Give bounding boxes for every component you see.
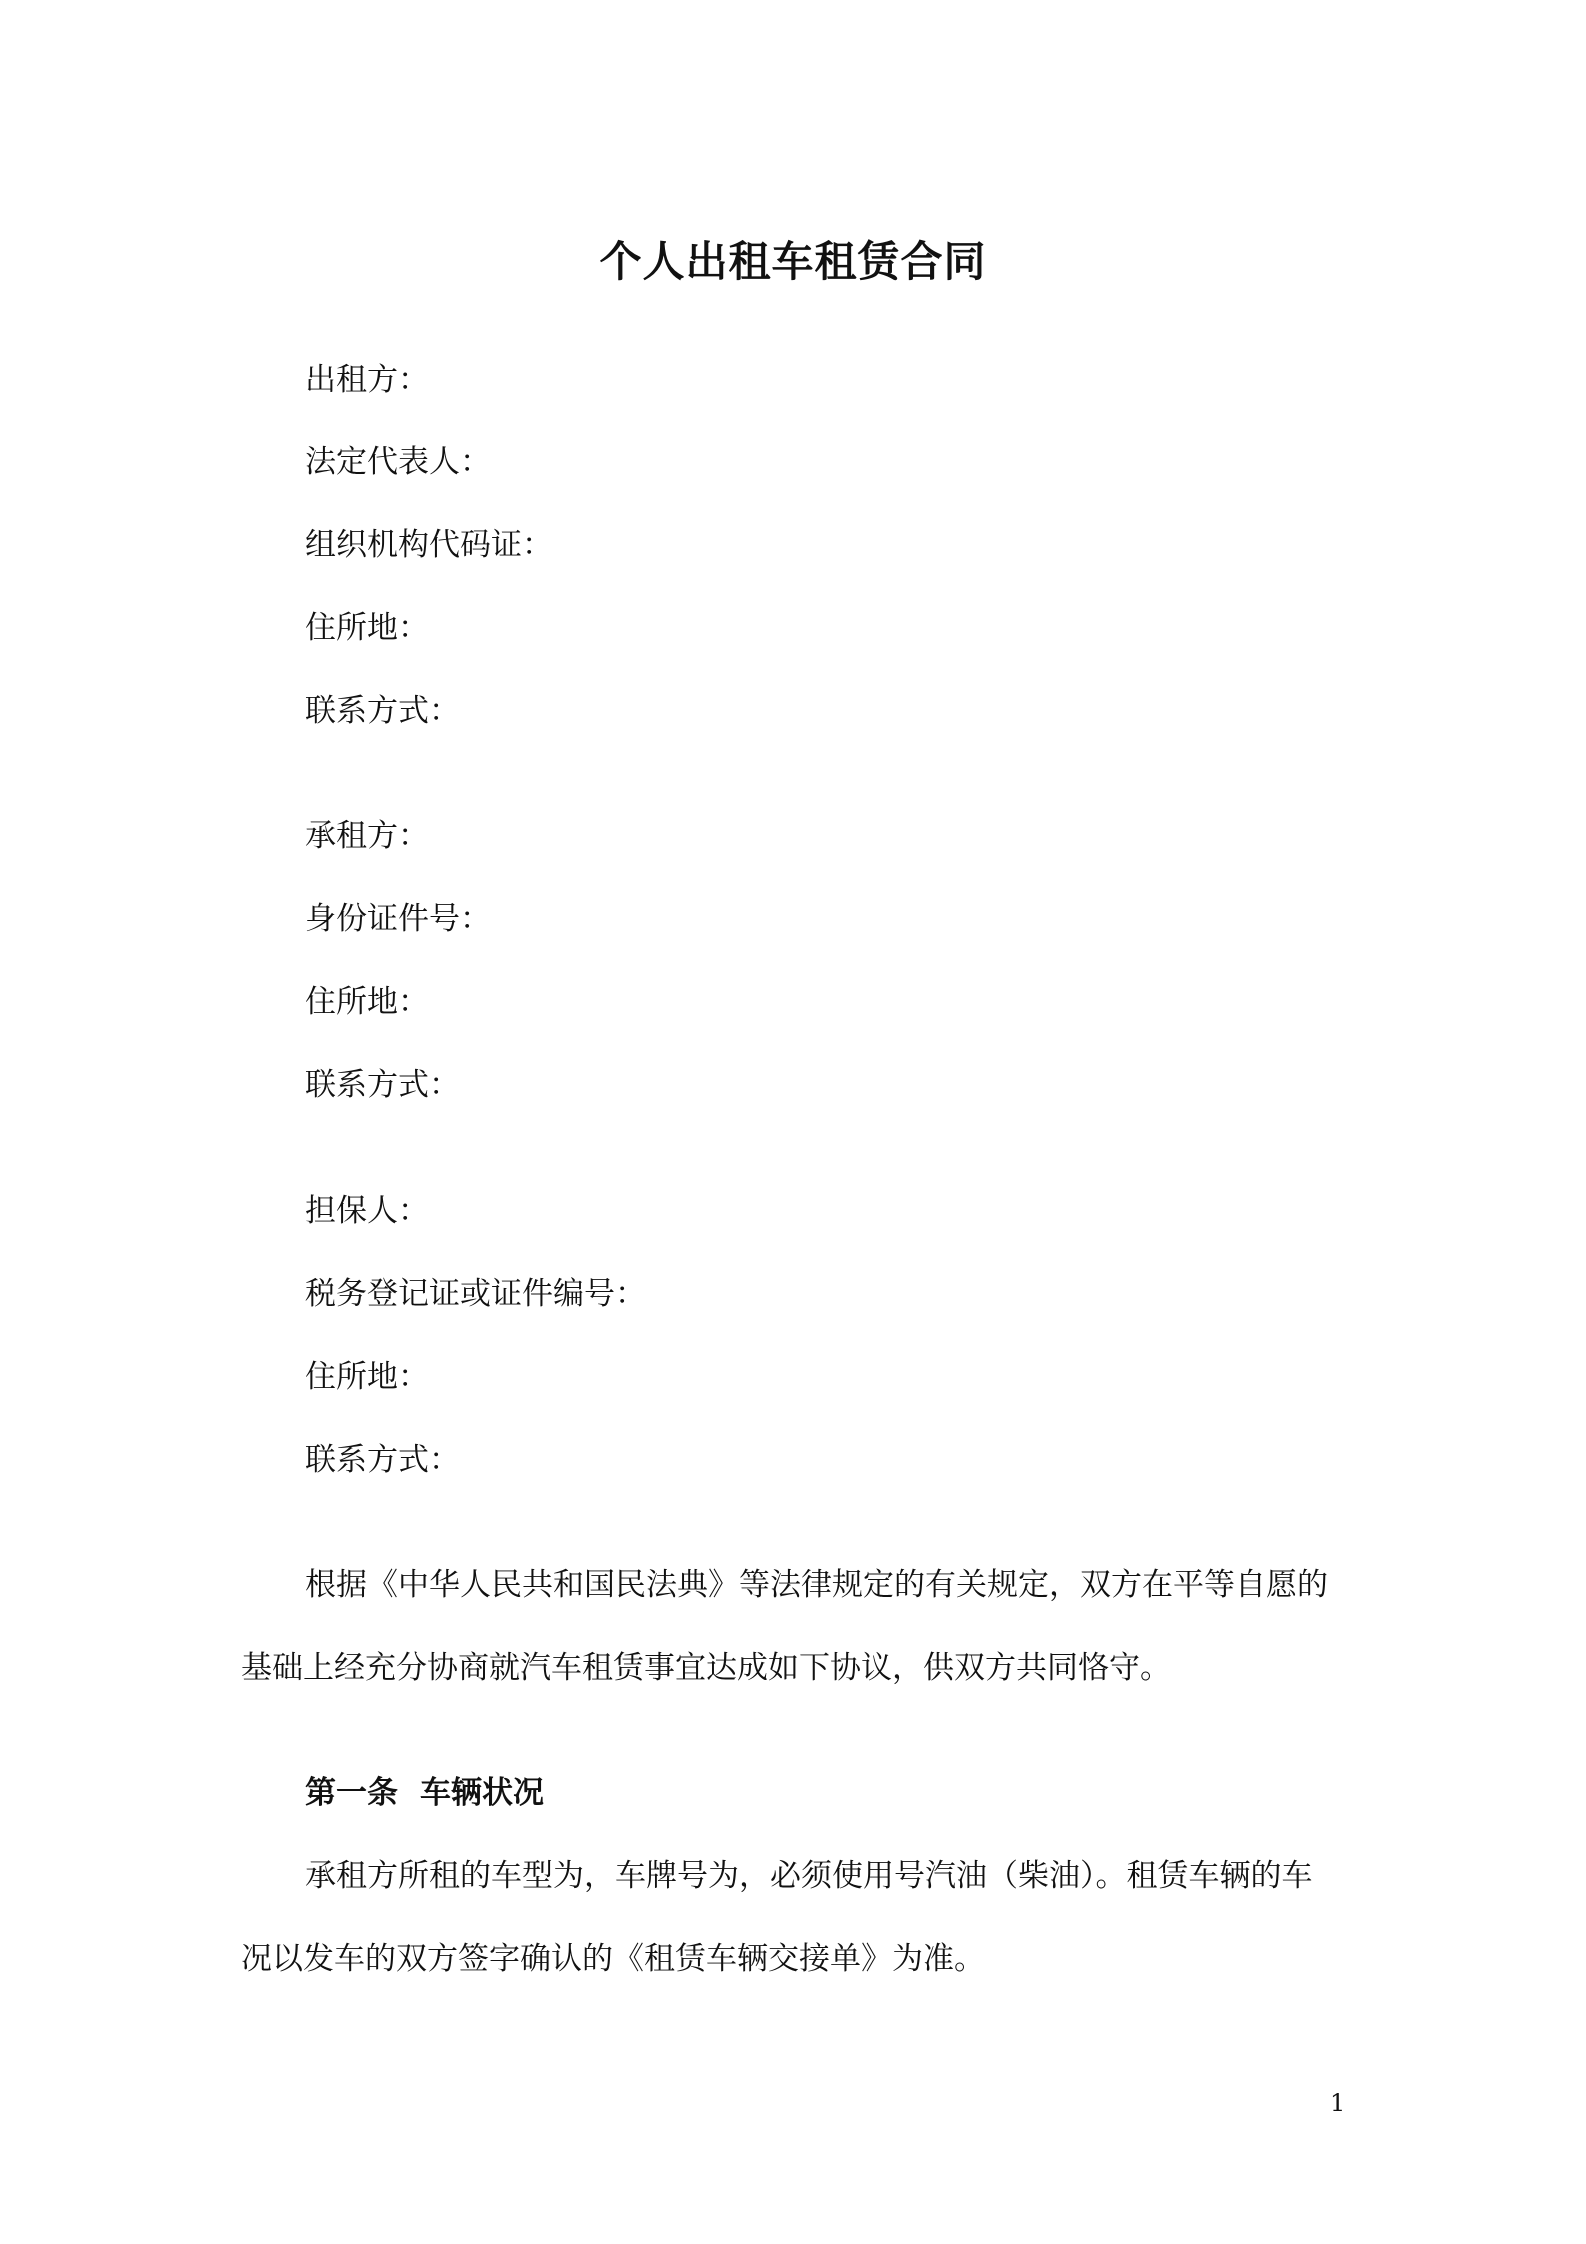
lessor-address-label: 住所地：	[305, 610, 429, 646]
lessee-contact-label: 联系方式：	[305, 1067, 460, 1103]
article-1-heading	[305, 1771, 544, 1815]
lessor-org-code-label: 组织机构代码证：	[305, 527, 553, 563]
guarantor-contact-label: 联系方式：	[305, 1442, 460, 1478]
page-number: 1	[1330, 2089, 1346, 2117]
document-title: 个人出租车租赁合同	[599, 237, 987, 286]
guarantor-name-label: 担保人：	[305, 1193, 429, 1229]
lessee-name-label: 承租方：	[305, 818, 429, 854]
lessee-address-label: 住所地：	[305, 984, 429, 1020]
guarantor-tax-label: 税务登记证或证件编号：	[305, 1276, 646, 1312]
lessor-name-label: 出租方：	[305, 362, 429, 398]
lessor-contact-label: 联系方式：	[305, 693, 460, 729]
article-1-line-1: 承租方所租的车型为，车牌号为，必须使用号汽油（柴油）。租赁车辆的车	[305, 1858, 1313, 1894]
article-1-line-2: 况以发车的双方签字确认的《租赁车辆交接单》为准。	[241, 1941, 985, 1977]
lessor-legal-rep-label: 法定代表人：	[305, 444, 491, 480]
article-1-title: 车辆状况	[420, 1775, 544, 1811]
guarantor-address-label: 住所地：	[305, 1359, 429, 1395]
article-1-number: 第一条	[305, 1775, 398, 1811]
intro-line-1: 根据《中华人民共和国民法典》等法律规定的有关规定，双方在平等自愿的	[305, 1567, 1328, 1603]
lessee-id-label: 身份证件号：	[305, 901, 491, 937]
intro-line-2: 基础上经充分协商就汽车租赁事宜达成如下协议，供双方共同恪守。	[241, 1650, 1171, 1686]
